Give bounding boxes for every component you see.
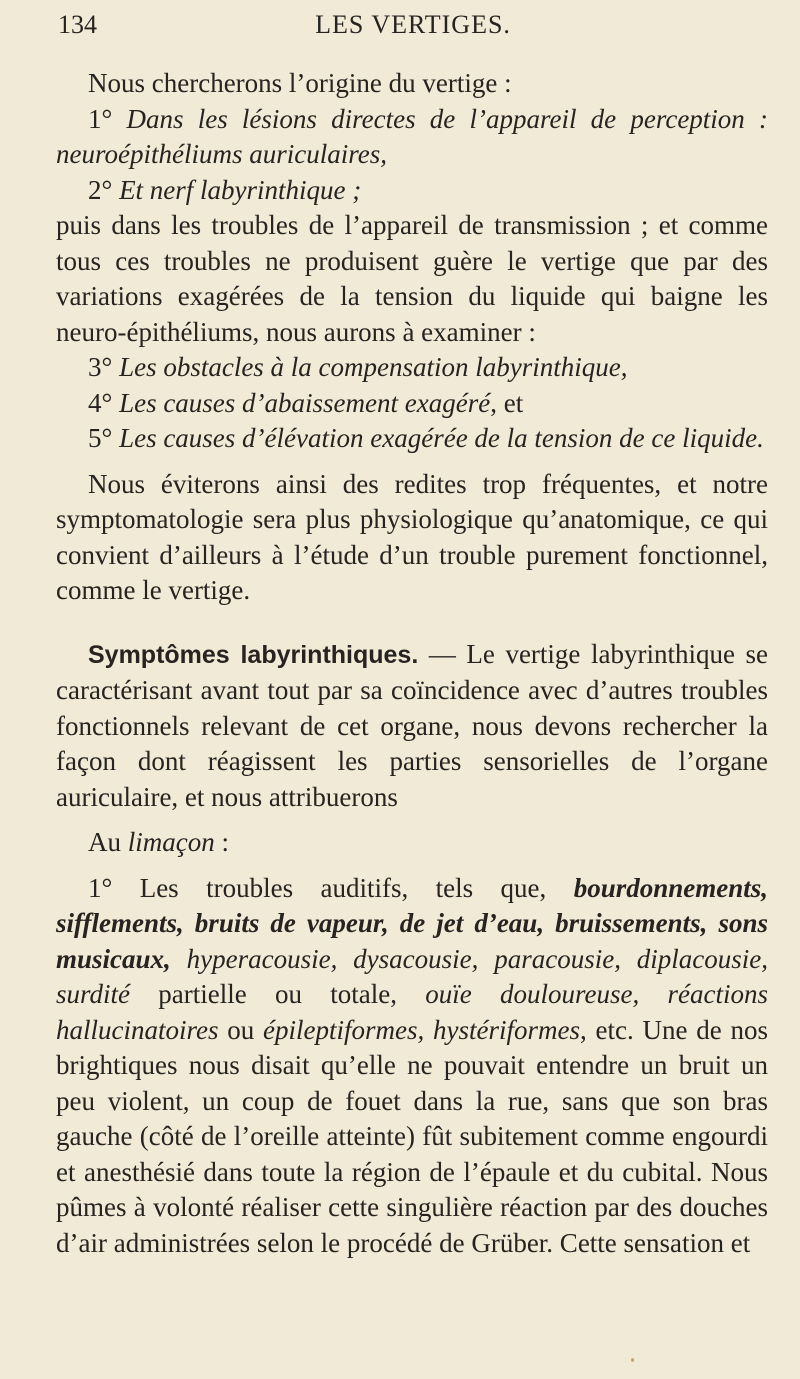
list-item-2 [56, 173, 768, 209]
list-tail: , et [490, 387, 524, 418]
list-text: Les causes d’abaissement exagéré [119, 387, 491, 418]
list-item-4 [56, 386, 768, 422]
bold-italic-run: bourdonnements, sifflements, bruits de vapeur, de jet d’eau, bruissements, sons musicaux, [56, 872, 768, 974]
body-text [56, 66, 768, 1261]
list-item-5 [56, 421, 768, 457]
running-title: LES VERTIGES. [315, 10, 511, 39]
list-text: Et nerf labyrinthique ; [119, 174, 362, 205]
text-run: ou [218, 1014, 264, 1045]
text-run: , etc. Une de nos brightiques nous disait qu’elle ne pouvait entendre un bruit un peu violent, un coup de fouet dans la rue, sans que son bras gauche (côté de l’oreille atteinte) fût subitement comme engourdi et anesthésié dans toute la région de l’épaule et du cubital. Nous pûmes à volonté réaliser cette singulière réaction par des douches d’air administrées selon le procédé de Grüber. Cette sensation et [56, 1014, 768, 1258]
paragraph-redites: Nous éviterons ainsi des redites trop fréquentes, et notre symptomatologie sera plus physiologique qu’anatomique, ce qui convient d’ailleurs à l’étude d’un trouble purement fonctionnel, comme le vertige. [56, 468, 768, 605]
list-text: Les causes d’élévation exagérée de la tension de ce liquide. [119, 423, 764, 453]
list-item-3 [56, 350, 768, 386]
paper-speck [631, 1358, 634, 1362]
page-number: 134 [58, 10, 97, 39]
au-term: limaçon [127, 827, 215, 857]
text-run [171, 944, 187, 974]
italic-run: hyperacousie, dysacousie, paracousie, diplacousie, surdité [56, 943, 769, 1009]
list-number: 5° [88, 423, 113, 453]
au-prefix: Au [88, 827, 128, 857]
paragraph-intro: Nous chercherons l’origine du vertige : [88, 68, 512, 98]
list-number: 1° [88, 103, 113, 134]
list-item-1 [56, 102, 768, 173]
text-run: partielle ou totale, [130, 979, 426, 1009]
list-number: 4° [88, 387, 113, 418]
list-text: Dans les lésions directes de l’appareil de perception : neuroépithéliums auriculaires, [56, 103, 768, 169]
paragraph-auditory-troubles [56, 871, 768, 1262]
text-run: 1° Les troubles auditifs, tels que, [88, 872, 574, 903]
section-heading: Symptômes labyrinthiques. [88, 640, 419, 669]
section-text: — Le vertige labyrinthique se caractérisant avant tout par sa coïncidence avec d’autres troubles fonctionnels relevant de cet organe, nous devons rechercher la façon dont réagissent les parties sensorielles de l’organe auriculaire, et nous attribuerons [56, 638, 768, 812]
section-paragraph [56, 637, 768, 816]
list-number: 2° [88, 174, 113, 205]
running-head [58, 8, 768, 48]
italic-run: ouïe douloureuse, réactions hallucinatoires [56, 979, 769, 1045]
paragraph-transmission: puis dans les troubles de l’appareil de transmission ; et comme tous ces troubles ne produisent guère le vertige que par des variations exagérées de la tension du liquide qui baigne les neuro-épithéliums, nous aurons à examiner : [56, 210, 768, 347]
paragraph-limacon [56, 825, 768, 861]
list-text: Les obstacles à la compensation labyrinthique, [119, 352, 628, 382]
italic-run: épileptiformes, hystériformes [263, 1014, 580, 1045]
list-number: 3° [88, 352, 113, 382]
au-suffix: : [214, 827, 230, 857]
